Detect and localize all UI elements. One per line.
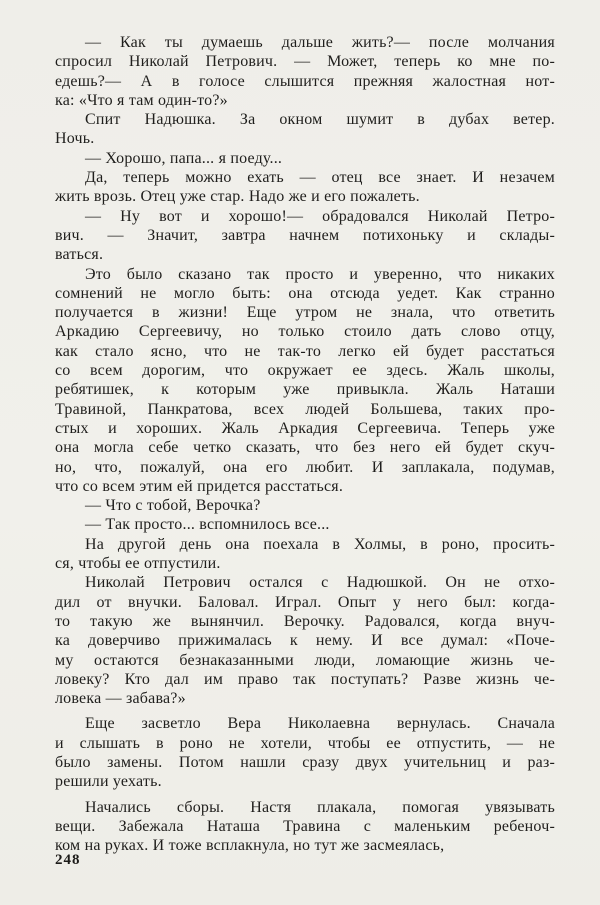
text-line: дил от внучки. Баловал. Играл. Опыт у него был: когда- <box>55 593 555 611</box>
text-line: Это было сказано так просто и уверенно, что никаких <box>85 265 555 283</box>
paragraph <box>55 110 555 149</box>
text-line: Травиной, Панкратова, всех людей Большева, таких про- <box>55 400 555 418</box>
text-line: На другой день она поехала в Холмы, в роно, просить- <box>85 535 555 553</box>
paragraph <box>55 535 555 574</box>
text-line: то такую же вынянчил. Верочку. Радовался, когда внуч- <box>55 612 555 630</box>
text-line: ловеку? Кто дал им право так поступать? Разве жизнь че- <box>55 670 555 688</box>
text-line: ка: «Что я там один-то?» <box>55 91 228 109</box>
text-line: ся, чтобы ее отпустили. <box>55 555 221 573</box>
text-line: ребятишек, к которым уже привыкла. Жаль Наташи <box>55 381 555 399</box>
page-number: 248 <box>55 852 81 868</box>
text-line: стых и хороших. Жаль Аркадия Сергеевича. Теперь уже <box>55 419 555 437</box>
text-line: ком на руках. И тоже всплакнула, но тут же засмеялась, <box>55 837 445 855</box>
paragraph <box>55 515 555 534</box>
paragraph <box>55 496 555 515</box>
paragraph <box>55 168 555 207</box>
text-line: — Ну вот и хорошо!— обрадовался Николай Петро- <box>85 207 555 225</box>
text-line: ловека — забава?» <box>55 690 186 708</box>
paragraph <box>55 798 555 856</box>
text-line: было замены. Потом нашли сразу двух учительниц и раз- <box>55 753 555 771</box>
paragraph <box>55 207 555 265</box>
text-line: и слышать в роно не хотели, чтобы ее отпустить, — не <box>55 734 555 752</box>
text-block <box>55 33 555 855</box>
text-line: со всем дорогим, что окружает ее здесь. Жаль школы, <box>55 362 555 380</box>
paragraph <box>55 714 555 791</box>
text-line: ка доверчиво прижималась к нему. И все думал: «Поче- <box>55 632 555 650</box>
text-line: — Хорошо, папа... я поеду... <box>85 149 283 167</box>
text-line: решили уехать. <box>55 773 162 791</box>
text-line: вещи. Забежала Наташа Травина с маленьким ребеноч- <box>55 817 555 835</box>
paragraph <box>55 149 555 168</box>
paragraph <box>55 265 555 497</box>
text-line: Николай Петрович остался с Надюшкой. Он не отхо- <box>85 574 555 592</box>
text-line: — Что с тобой, Верочка? <box>85 497 261 515</box>
text-line: — Так просто... вспомнилось все... <box>85 516 330 534</box>
text-line: но, что, пожалуй, она его любит. И заплакала, подумав, <box>55 458 555 476</box>
text-line: ваться. <box>55 246 104 264</box>
text-line: что со всем этим ей придется расстаться. <box>55 477 344 495</box>
text-line: едешь?— А в голосе слышится прежняя жалостная нот- <box>55 72 555 90</box>
text-line: как стало ясно, что не так-то легко ей будет расстаться <box>55 342 555 360</box>
text-line: Начались сборы. Настя плакала, помогая увязывать <box>85 798 555 816</box>
text-line: спросил Николай Петрович. — Может, теперь ко мне по- <box>55 53 555 71</box>
text-line: — Как ты думаешь дальше жить?— после молчания <box>85 34 555 51</box>
text-line: она могла себе четко сказать, что без него ей будет скуч- <box>55 439 555 457</box>
text-line: вич. — Значит, завтра начнем потихоньку и склады- <box>55 226 555 244</box>
text-line: Ночь. <box>55 130 95 148</box>
text-line: му остаются безнаказанными люди, ломающие жизнь че- <box>55 651 555 669</box>
text-line: Еще засветло Вера Николаевна вернулась. Сначала <box>85 715 555 733</box>
text-line: получается в жизни! Еще утром не знала, что ответить <box>55 304 555 322</box>
paragraph <box>55 573 555 708</box>
text-line: жить врозь. Отец уже стар. Надо же и его пожалеть. <box>55 188 420 206</box>
text-line: Аркадию Сергеевичу, но только стоило дать слово отцу, <box>55 323 555 341</box>
paragraph <box>55 33 555 110</box>
text-line: Спит Надюшка. За окном шумит в дубах ветер. <box>85 111 555 129</box>
text-line: сомнений не могло быть: она отсюда уедет. Как странно <box>55 284 555 302</box>
text-line: Да, теперь можно ехать — отец все знает. И незачем <box>85 169 555 187</box>
